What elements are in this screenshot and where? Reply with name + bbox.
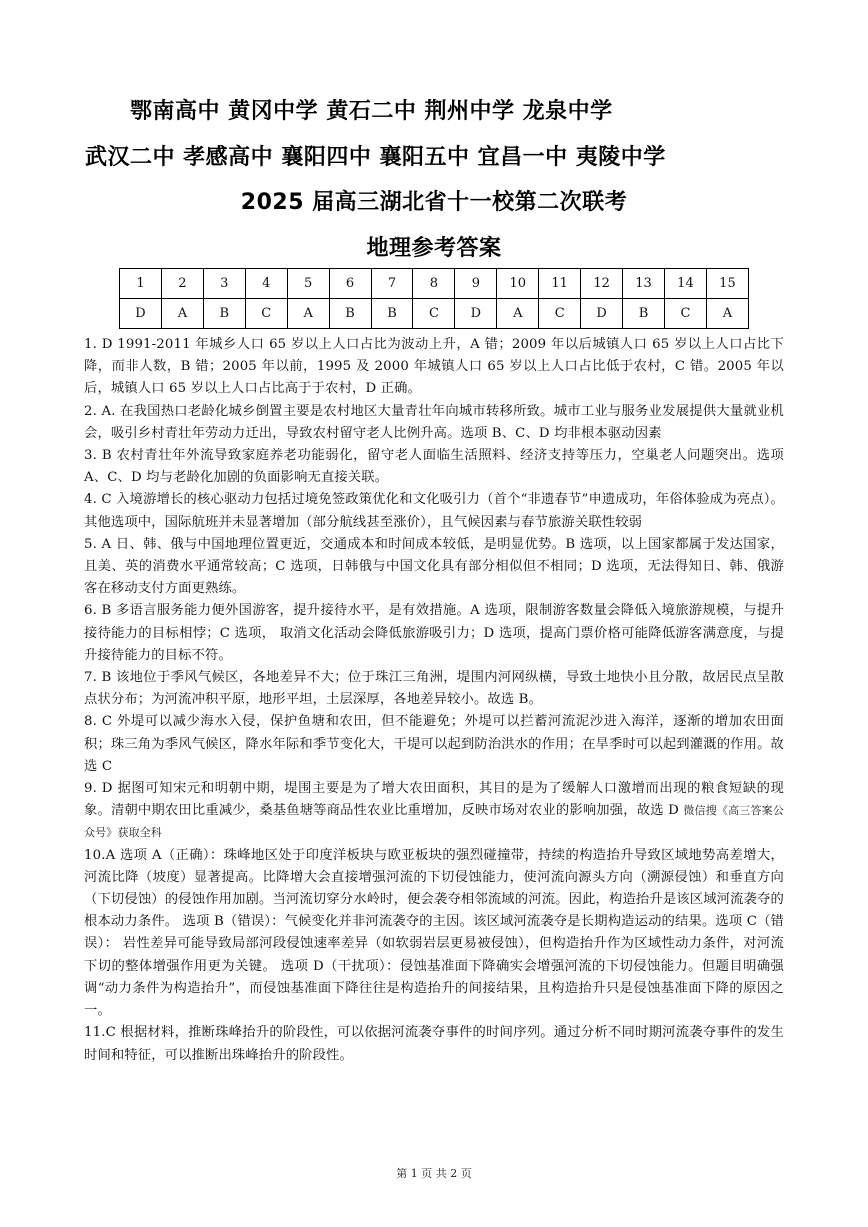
explanation-4: 4. C 入境游增长的核心驱动力包括过境免签政策优化和文化吸引力（首个“非遗春节”申遗成功，年俗体验成为亮点）。其他选项中，国际航班并未显著增加（部分航线甚至涨价），且气候因素与春节旅游关联性较弱: [84, 492, 784, 530]
wechat-note: 微信搜《高三答案公众号》获取全科: [84, 804, 784, 840]
answer-cell: A: [706, 299, 748, 329]
subject-title: 地理参考答案: [366, 236, 502, 261]
explanations: [84, 334, 784, 1067]
answer-cell: A: [161, 299, 203, 329]
question-number-cell: 15: [706, 269, 748, 299]
answer-cell: C: [539, 299, 581, 329]
explanation-1: 1. D 1991-2011 年城乡人口 65 岁以上人口占比为波动上升，A 错；2009 年以后城镇人口 65 岁以上人口占比下降，而非人数，B 错；2005 年以前，1995 及 2000 年城镇人口 65 岁以上人口占比低于农村，C 错。2005 年以后，城镇人口 65 岁以上人口占比高于于农村，D 正确。: [84, 337, 784, 397]
answer-cell: C: [245, 299, 287, 329]
explanation-8: 8. C 外堤可以减少海水入侵，保护鱼塘和农田，但不能避免；外堤可以拦蓄河流泥沙进入海洋，逐渐的增加农田面积；珠三角为季风气候区，降水年际和季节变化大，干堤可以起到防治洪水的作用；在旱季时可以起到灌溉的作用。故选 C: [84, 714, 784, 774]
answer-table: [119, 268, 749, 329]
answer-cell: C: [664, 299, 706, 329]
answer-cell: A: [287, 299, 329, 329]
explanation-2: 2. A. 在我国热口老龄化城乡倒置主要是农村地区大量青壮年向城市转移所致。城市工业与服务业发展提供大量就业机会，吸引乡村青壮年劳动力迁出，导致农村留守老人比例升高。选项 B、C、D 均非根本驱动因素: [84, 403, 784, 441]
explanation-9: [84, 778, 784, 845]
question-number-cell: 12: [581, 269, 623, 299]
question-number-cell: 13: [623, 269, 665, 299]
explanation-7: 7. B 该地位于季风气候区，各地差异不大；位于珠江三角洲，堤围内河网纵横，导致土地快小且分散，故居民点呈散点状分布；为河流冲积平原，地形平坦，土层深厚，各地差异较小。故选 B。: [84, 670, 784, 708]
schools-line-1: 鄂南高中 黄冈中学 黄石二中 荆州中学 龙泉中学: [130, 99, 613, 124]
explanation-11: 11.C 根据材料，推断珠峰抬升的阶段性，可以依据河流袭夺事件的时间序列。通过分析不同时期河流袭夺事件的发生时间和特征，可以推断出珠峰抬升的阶段性。: [84, 1025, 784, 1063]
question-number-cell: 10: [497, 269, 539, 299]
schools-line-2: 武汉二中 孝感高中 襄阳四中 襄阳五中 宜昌一中 夷陵中学: [85, 145, 666, 170]
answer-cell: C: [413, 299, 455, 329]
question-number-cell: 2: [161, 269, 203, 299]
answer-cell: D: [455, 299, 497, 329]
answer-cell: D: [120, 299, 162, 329]
answer-cell: B: [203, 299, 245, 329]
answer-row: [120, 299, 749, 329]
answer-cell: D: [581, 299, 623, 329]
answer-cell: B: [623, 299, 665, 329]
question-number-cell: 5: [287, 269, 329, 299]
answer-cell: B: [371, 299, 413, 329]
explanation-10: 10.A 选项 A（正确）：珠峰地区处于印度洋板块与欧亚板块的强烈碰撞带，持续的构造抬升导致区域地势高差增大，河流比降（坡度）显著提高。比降增大会直接增强河流的下切侵蚀能力，使河流向源头方向（溯源侵蚀）和垂直方向（下切侵蚀）的侵蚀作用加剧。当河流切穿分水岭时，便会袭夺相邻流域的河流。因此，构造抬升是该区域河流袭夺的根本动力条件。 选项 B（错误）：气候变化并非河流袭夺的主因。该区域河流袭夺是长期构造运动的结果。选项 C（错误）： 岩性差异可能导致局部河段侵蚀速率差异（如软弱岩层更易被侵蚀），但构造抬升作为区域性动力条件，对河流下切的整体增强作用更为关键。 选项 D（干扰项）：侵蚀基准面下降确实会增强河流的下切侵蚀能力。但题目明确强调“动力条件为构造抬升”，而侵蚀基准面下降往往是构造抬升的间接结果，且构造抬升只是侵蚀基准面下降的原因之一。: [84, 847, 784, 1019]
question-number-cell: 1: [120, 269, 162, 299]
question-number-cell: 8: [413, 269, 455, 299]
page-footer: 第 1 页 共 2 页: [396, 1167, 472, 1180]
question-number-cell: 6: [329, 269, 371, 299]
explanation-5: 5. A 日、韩、俄与中国地理位置更近，交通成本和时间成本较低，是明显优势。B 选项，以上国家都属于发达国家，且美、英的消费水平通常较高；C 选项，日韩俄与中国文化具有部分相似但不相同；D 选项，无法得知日、韩、俄游客在移动支付方面更熟练。: [84, 536, 784, 597]
answer-cell: B: [329, 299, 371, 329]
question-number-cell: 7: [371, 269, 413, 299]
exam-title: 2025 届高三湖北省十一校第二次联考: [240, 190, 628, 215]
explanation-6: 6. B 多语言服务能力便外国游客，提升接待水平，是有效措施。A 选项，限制游客数量会降低入境旅游规模，与提升接待能力的目标相悖；C 选项， 取消文化活动会降低旅游吸引力；D 选项，提高门票价格可能降低游客满意度，与提升接待能力的目标不符。: [84, 603, 784, 663]
explanation-3: 3. B 农村青壮年外流导致家庭养老功能弱化，留守老人面临生活照料、经济支持等压力，空巢老人问题突出。选项 A、C、D 均与老龄化加剧的负面影响无直接关联。: [84, 448, 784, 486]
question-number-cell: 11: [539, 269, 581, 299]
answer-cell: A: [497, 299, 539, 329]
explanation-9-text: 9. D 据图可知宋元和明朝中期，堤围主要是为了增大农田面积，其目的是为了缓解人口激增而出现的粮食短缺的现象。清朝中期农田比重减少，桑基鱼塘等商品性农业比重增加，反映市场对农业的影响加强，故选 D: [84, 781, 784, 819]
question-number-cell: 3: [203, 269, 245, 299]
question-number-cell: 14: [664, 269, 706, 299]
question-number-row: [120, 269, 749, 299]
question-number-cell: 4: [245, 269, 287, 299]
question-number-cell: 9: [455, 269, 497, 299]
